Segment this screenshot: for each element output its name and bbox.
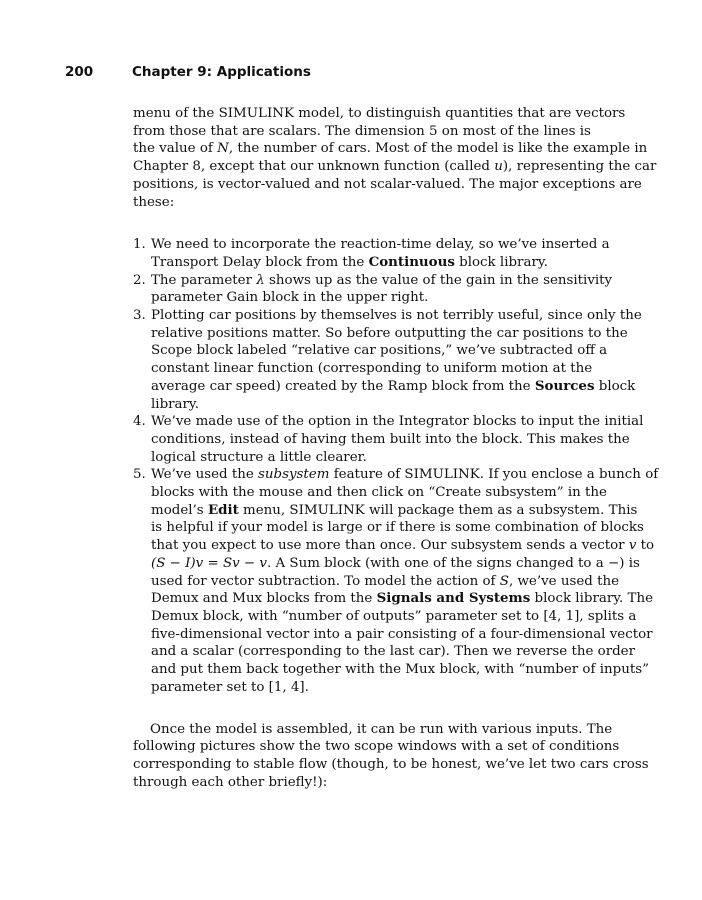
running-head: [65, 64, 645, 84]
list-item: [133, 307, 653, 413]
text-line: Transport Delay block from the Continuous block library.: [151, 253, 548, 270]
exceptions-list: [133, 236, 659, 696]
text-line: Plotting car positions by themselves is not terribly useful, since only the: [151, 308, 642, 324]
library-name: Sources: [534, 377, 595, 394]
math-variable: v: [628, 538, 637, 554]
text-line: the value of N, the number of cars. Most of the model is like the example in: [133, 141, 648, 157]
text-line: these:: [133, 194, 175, 210]
library-name: Signals and Systems: [376, 590, 531, 607]
item-number: 5.: [133, 467, 146, 483]
emphasized-term: subsystem: [258, 467, 330, 483]
chapter-title: Chapter 9: Applications: [132, 64, 311, 80]
item-number: 4.: [133, 414, 146, 430]
text-line: Demux and Mux blocks from the Signals and Systems block library. The: [151, 590, 654, 607]
math-symbol: λ: [256, 272, 265, 288]
closing-paragraph: [133, 721, 653, 792]
text-line: (S − I)v = Sv − v. A Sum block (with one of the signs changed to a −) is: [151, 555, 640, 571]
text-line: following pictures show the two scope windows with a set of conditions: [133, 739, 620, 755]
text-line: positions, is vector-valued and not scalar-valued. The major exceptions are: [133, 176, 642, 192]
text-line: Once the model is assembled, it can be run with various inputs. The: [150, 721, 613, 737]
body-text: [133, 105, 659, 791]
text-line: menu of the SIMULINK model, to distinguish quantities that are vectors: [133, 106, 626, 121]
text-line: We’ve used the subsystem feature of SIMULINK. If you enclose a bunch of: [151, 467, 659, 483]
text-line: library.: [151, 396, 199, 412]
text-line: average car speed) created by the Ramp block from the Sources block: [151, 377, 636, 394]
text-line: corresponding to stable flow (though, to be honest, we’ve let two cars cross: [133, 756, 649, 772]
text-line: relative positions matter. So before outputting the car positions to the: [151, 325, 628, 341]
text-line: conditions, instead of having them built into the block. This makes the: [151, 431, 630, 447]
text-line: through each other briefly!):: [133, 774, 328, 790]
text-line: blocks with the mouse and then click on “Create subsystem” in the: [151, 485, 607, 501]
page-number: 200: [65, 64, 94, 80]
text-line: is helpful if your model is large or if there is some combination of blocks: [151, 520, 644, 536]
library-name: Continuous: [368, 253, 455, 270]
item-number: 2.: [133, 272, 146, 288]
text-line: used for vector subtraction. To model the action of S, we’ve used the: [151, 573, 620, 589]
list-item: [133, 272, 653, 307]
text-line: Chapter 8, except that our unknown function (called u), representing the car: [133, 159, 657, 175]
item-number: 1.: [133, 237, 146, 253]
text-line: five-dimensional vector into a pair consisting of a four-dimensional vector: [151, 626, 653, 642]
math-expression: (S − I)v = Sv − v: [151, 555, 267, 571]
text-line: and put them back together with the Mux block, with “number of inputs”: [151, 662, 649, 678]
list-item: [133, 236, 653, 271]
text-line: Scope block labeled “relative car positions,” we’ve subtracted off a: [151, 343, 608, 359]
text-line: that you expect to use more than once. Our subsystem sends a vector v to: [151, 538, 655, 554]
list-item: [133, 466, 659, 696]
list-item: [133, 413, 653, 466]
text-line: We need to incorporate the reaction-time delay, so we’ve inserted a: [151, 237, 610, 253]
text-line: We’ve made use of the option in the Integrator blocks to input the initial: [151, 414, 644, 430]
text-line: logical structure a little clearer.: [151, 449, 367, 465]
text-line: Demux block, with “number of outputs” parameter set to [4, 1], splits a: [151, 608, 637, 624]
math-variable: u: [494, 159, 503, 175]
menu-name: Edit: [207, 501, 239, 518]
text-line: and a scalar (corresponding to the last car). Then we reverse the order: [151, 644, 636, 660]
item-number: 3.: [133, 308, 146, 324]
text-line: parameter set to [1, 4].: [151, 679, 309, 695]
text-line: The parameter λ shows up as the value of the gain in the sensitivity: [151, 272, 613, 288]
text-line: parameter Gain block in the upper right.: [151, 290, 429, 306]
math-variable: S: [499, 573, 509, 589]
intro-paragraph: [133, 105, 657, 211]
text-line: from those that are scalars. The dimension 5 on most of the lines is: [133, 123, 591, 139]
math-variable: N: [217, 141, 229, 157]
text-line: constant linear function (corresponding to uniform motion at the: [151, 361, 593, 377]
text-line: model’s Edit menu, SIMULINK will package them as a subsystem. This: [151, 501, 638, 518]
